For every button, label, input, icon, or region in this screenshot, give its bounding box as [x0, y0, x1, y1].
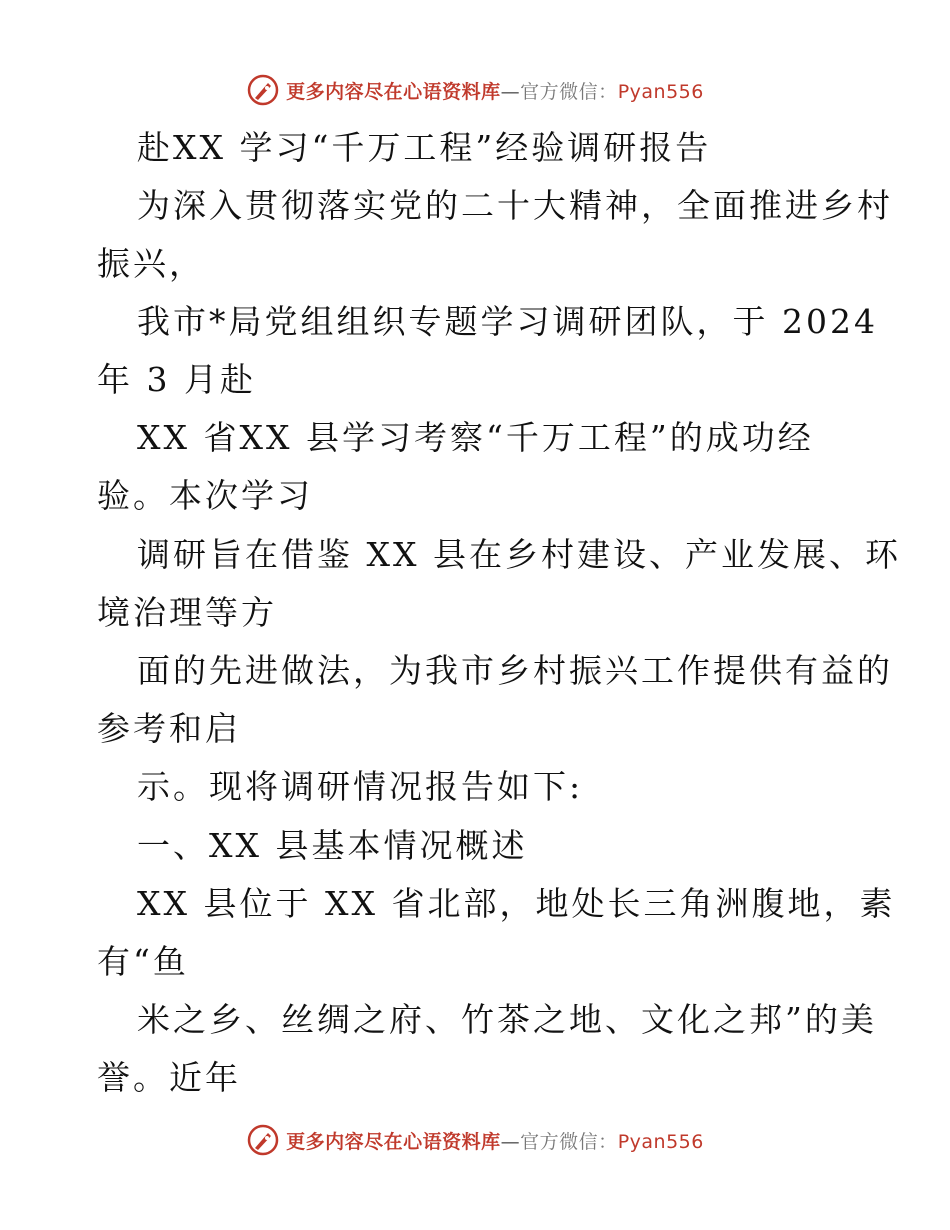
footer-watermark: [0, 1120, 950, 1160]
paragraph-line: XX 省XX 县学习考察“千万工程”的成功经: [137, 418, 814, 457]
paragraph-line: 有“鱼: [97, 942, 189, 981]
paragraph-line: 调研旨在借鉴 XX 县在乡村建设、产业发展、环: [137, 535, 901, 574]
paragraph-line: 誉。近年: [97, 1058, 241, 1097]
paragraph-line: 验。本次学习: [97, 476, 313, 515]
paragraph-line: 面的先进做法，为我市乡村振兴工作提供有益的: [137, 651, 893, 690]
watermark-dash: —: [500, 1130, 521, 1153]
paragraph-line: 示。现将调研情况报告如下:: [137, 767, 584, 806]
section-heading: 一、XX 县基本情况概述: [137, 826, 528, 865]
watermark-wechat-label: 官方微信：: [520, 80, 618, 103]
paragraph-line: 振兴，: [97, 244, 205, 283]
paragraph-line: 年 3 月赴: [97, 360, 256, 399]
pen-nib-logo-icon: [246, 1123, 280, 1157]
paragraph-line: 为深入贯彻落实党的二十大精神，全面推进乡村: [137, 186, 893, 225]
watermark-brand: 更多内容尽在心语资料库: [286, 80, 501, 103]
paragraph-line: 境治理等方: [97, 593, 277, 632]
paragraph-line: 参考和启: [97, 709, 241, 748]
document-title: 赴XX 学习“千万工程”经验调研报告: [137, 128, 712, 167]
paragraph-line: 我市*局党组组织专题学习调研团队，于 2024: [137, 302, 878, 341]
watermark-wechat-id: Pyan556: [617, 80, 704, 103]
watermark-wechat-label: 官方微信：: [520, 1130, 618, 1153]
watermark-dash: —: [500, 80, 521, 103]
watermark-brand: 更多内容尽在心语资料库: [286, 1130, 501, 1153]
paragraph-line: XX 县位于 XX 省北部，地处长三角洲腹地，素: [137, 884, 896, 923]
watermark-text: [286, 1127, 704, 1154]
paragraph-line: 米之乡、丝绸之府、竹茶之地、文化之邦”的美: [137, 1000, 877, 1039]
watermark-text: [286, 77, 704, 104]
header-watermark: [0, 70, 950, 110]
watermark-wechat-id: Pyan556: [617, 1130, 704, 1153]
pen-nib-logo-icon: [246, 73, 280, 107]
